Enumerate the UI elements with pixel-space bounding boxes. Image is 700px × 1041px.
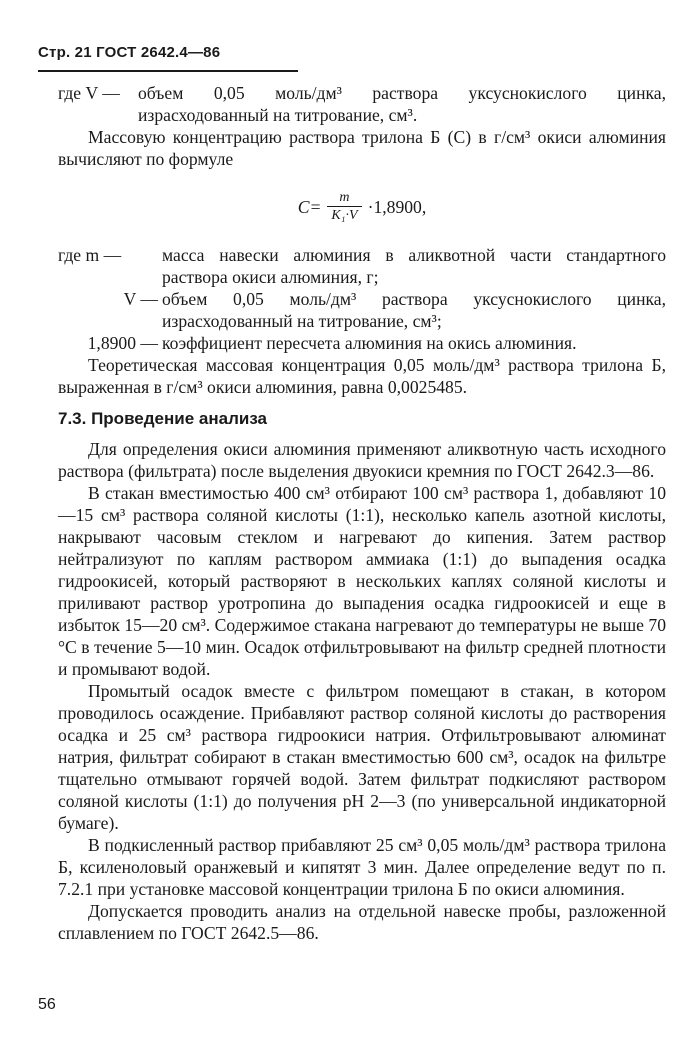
- definition-term: где m —: [58, 245, 122, 265]
- definition-term: V —: [123, 289, 158, 309]
- paragraph-acidified-solution: В подкисленный раствор прибавляют 25 см³ 0,05 моль/дм³ раствора трилона Б, ксиленоловый оранжевый и кипятят 3 мин. Далее определение ведут по п. 7.2.1 при установке массовой концентрации трилона Б по окиси алюминия.: [58, 835, 666, 899]
- document-body: [58, 82, 666, 944]
- formula-fraction: [327, 190, 361, 224]
- paragraph-procedure: В стакан вместимостью 400 см³ отбирают 100 см³ раствора 1, добавляют 10—15 см³ раствора соляной кислоты (1:1), несколько капель азотной кислоты, накрывают часовым стеклом и нагревают до кипения. Затем раствор нейтрализуют по каплям раствором аммиака (1:1) до выпадения осадка гидроокисей, который растворяют в нескольких каплях соляной кислоты и приливают раствор уротропина до выпадения осадка гидроокисей и еще в избыток 15—20 см³. Содержимое стакана нагревают до температуры не выше 70 °С в течение 5—10 мин. Осадок отфильтровывают на фильтр средней плотности и промывают водой.: [58, 483, 666, 679]
- paragraph-aliquot: Для определения окиси алюминия применяют аликвотную часть исходного раствора (фильтрата) после выделения двуокиси кремния по ГОСТ 2642.3—86.: [58, 439, 666, 481]
- formula-rhs: ·1,8900,: [367, 197, 427, 217]
- definition-v: [58, 288, 666, 332]
- definition-v-total: [58, 82, 666, 126]
- formula: [58, 176, 666, 238]
- formula-lhs: C=: [297, 197, 322, 217]
- paragraph-alternative-analysis: Допускается проводить анализ на отдельной навеске пробы, разложенной сплавлением по ГОСТ 2642.5—86.: [58, 901, 666, 943]
- paragraph-washed-precipitate: Промытый осадок вместе с фильтром помещают в стакан, в котором проводилось осаждение. Прибавляют раствор соляной кислоты до растворения осадка и 25 см³ раствора гидроокиси натрия. Отфильтровывают алюминат натрия, фильтрат собирают в стакан вместимостью 600 см³, осадок на фильтре тщательно отмывают горячей водой. Затем фильтрат подкисляют раствором соляной кислоты (1:1) до получения рН 2—3 (по универсальной индикаторной бумаге).: [58, 681, 666, 833]
- definition-text: масса навески алюминия в аликвотной части стандартного раствора окиси алюминия, г;: [162, 245, 666, 287]
- definition-text: коэффициент пересчета алюминия на окись алюминия.: [162, 333, 577, 353]
- section-title: 7.3. Проведение анализа: [58, 409, 267, 428]
- definition-text: объем 0,05 моль/дм³ раствора уксуснокислого цинка, израсходованный на титрование, см³.: [138, 83, 666, 125]
- definition-term: 1,8900 —: [87, 333, 158, 353]
- formula-denominator: K₁·V: [327, 206, 361, 224]
- paragraph-concentration-intro: Массовую концентрацию раствора трилона Б (С) в г/см³ окиси алюминия вычисляют по формуле: [58, 127, 666, 169]
- definition-coefficient: [58, 332, 666, 354]
- definition-term: где V —: [58, 83, 120, 103]
- definition-m: [58, 244, 666, 288]
- page-header: Стр. 21 ГОСТ 2642.4—86: [38, 44, 221, 61]
- page-number: 56: [38, 996, 56, 1013]
- header-rule: [38, 70, 298, 72]
- formula-numerator: m: [339, 190, 350, 205]
- paragraph-theoretical-concentration: Теоретическая массовая концентрация 0,05 моль/дм³ раствора трилона Б, выраженная в г/см³ окиси алюминия, равна 0,0025485.: [58, 355, 666, 397]
- definition-text: объем 0,05 моль/дм³ раствора уксуснокислого цинка, израсходованный на титрование, см³;: [162, 289, 666, 331]
